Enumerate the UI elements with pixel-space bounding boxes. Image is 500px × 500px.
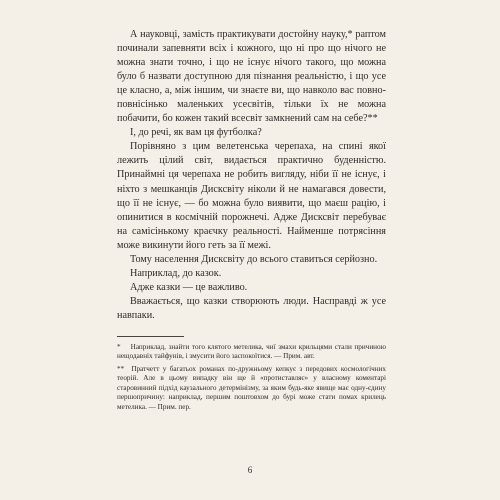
main-text <box>117 28 386 412</box>
footnote-mark: ** <box>117 364 125 373</box>
paragraph: Адже казки — це важливо. <box>130 281 248 293</box>
paragraph: Тому населення Дисксвіту до всього ставиться серйозно. <box>130 253 378 265</box>
footnote-mark: * <box>117 342 121 351</box>
footnote <box>117 343 386 362</box>
paragraph: Наприклад, до казок. <box>130 267 222 279</box>
footnote-text: Наприклад, знайти того клятого метелика, чиї змахи крильцями стали причиною нещодавніх тайфунів, і змусити його заспокоїтися. — Прим. авт. <box>117 342 386 361</box>
footnote-divider <box>117 336 184 337</box>
footnote <box>117 365 386 412</box>
paragraph: Порівняно з цим велетенська черепаха, на спині якої лежить цілий світ, видається практично буденністю. Принаймні ця черепаха не робить вигляду, ніби її не існує, і ніхто з мешканців Дисксвіту ніколи й не намагався довести, що її не існує, — бо можна було виявити, що маєш рацію, і опинитися в космічній порожнечі. Адже Дисксвіт перебуває на самісінькому краєчку реальності. Найменше потрясіння може викинути його геть за її межі. <box>117 141 386 251</box>
page-number: 6 <box>247 465 253 475</box>
footnote-text: Пратчетт у багатьох романах по-дружньому кепкує з передових космологічних теорій. Але в цьому випадку він ще й «протиставляє» у власному коментарі старовинний підхід каузального детермінізму, за яким будь-яке явище має одну-єдину першопричину: наприклад, першим поштовхом до бурі може стати помах крилець метелика. — Прим. пер. <box>117 364 386 411</box>
paragraph: І, до речі, як вам ця футболка? <box>130 127 262 139</box>
paragraph: А науковці, замість практикувати достойну науку,* раптом починали запевняти всіх і кожного, що ні про що нічого не можна знати точно, і що не існує нічого такого, що можна було б назвати доступною для пізнання реальністю, і що усе це класно, а, між іншим, чи знаєте ви, що навколо вас повно-повнісінько маленьких усесвітів, тільки їх не можна побачити, бо кожен такий всесвіт замкнений сам на себе?** <box>117 29 386 125</box>
paragraph: Вважається, що казки створюють люди. Насправді ж усе навпаки. <box>117 295 386 321</box>
